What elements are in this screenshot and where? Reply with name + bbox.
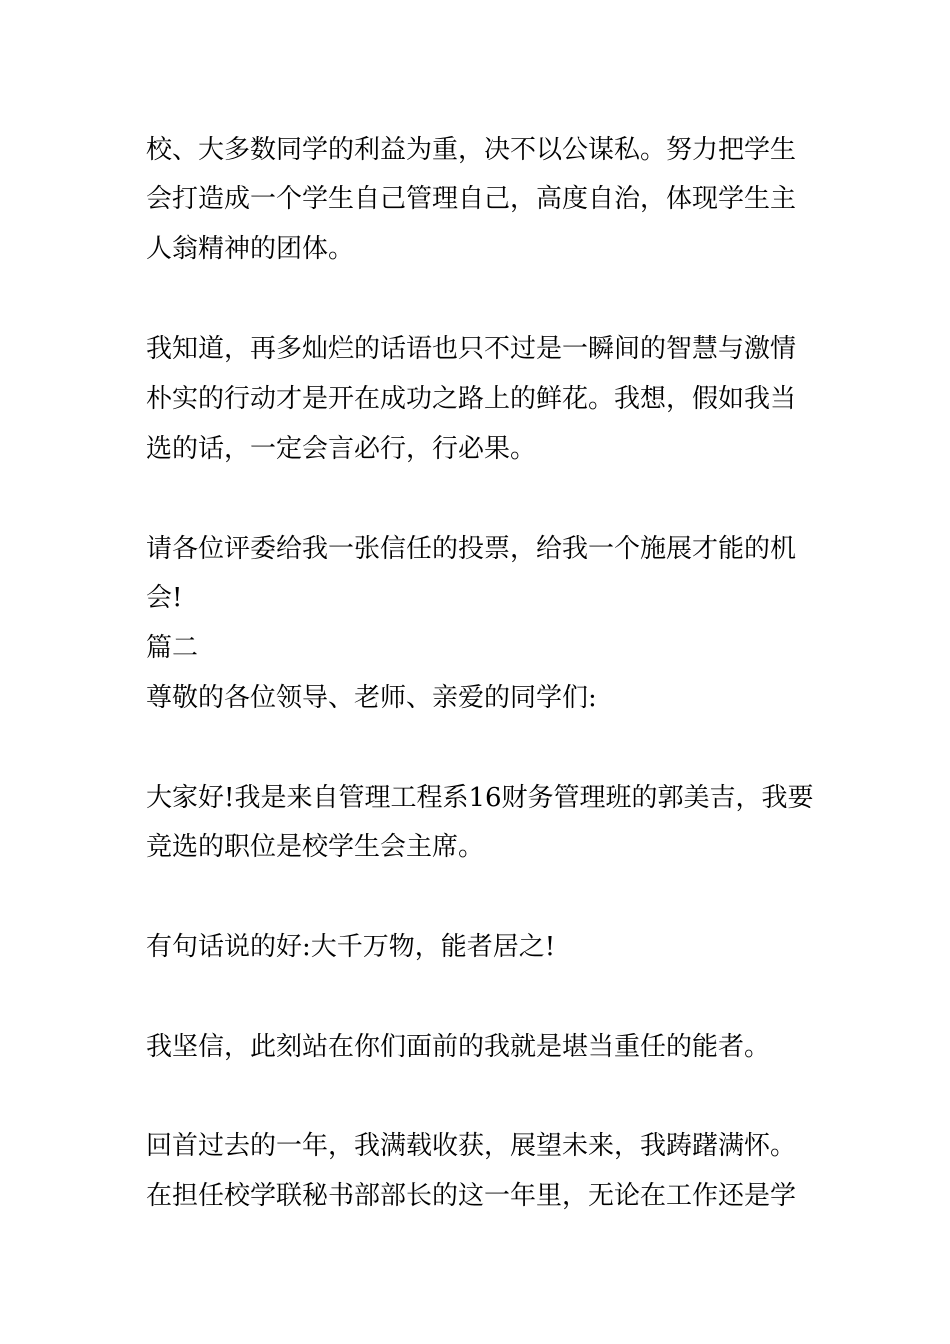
text-line-12: 竞选的职位是校学生会主席。 (146, 832, 485, 862)
text-line-2: 会打造成一个学生自己管理自己，高度自治，体现学生主 (146, 184, 797, 214)
text-line-5: 朴实的行动才是开在成功之路上的鲜花。我想，假如我当 (146, 384, 797, 414)
text-line-14: 我坚信，此刻站在你们面前的我就是堪当重任的能者。 (146, 1032, 771, 1062)
text-line-6: 选的话，一定会言必行，行必果。 (146, 434, 537, 464)
text-line-8: 会! (146, 583, 183, 613)
text-line-11: 大家好!我是来自管理工程系16财务管理班的郭美吉，我要 (146, 783, 814, 813)
text-line-16: 在担任校学联秘书部部长的这一年里，无论在工作还是学 (146, 1181, 797, 1211)
text-line-7: 请各位评委给我一张信任的投票，给我一个施展才能的机 (146, 534, 797, 564)
salutation: 尊敬的各位领导、老师、亲爱的同学们: (146, 683, 597, 713)
text-line-13: 有句话说的好:大千万物，能者居之! (146, 932, 556, 962)
text-line-1: 校、大多数同学的利益为重，决不以公谋私。努力把学生 (146, 135, 797, 165)
text-line-4: 我知道，再多灿烂的话语也只不过是一瞬间的智慧与激情 (146, 334, 797, 364)
text-line-3: 人翁精神的团体。 (146, 234, 355, 264)
section-heading: 篇二 (146, 633, 199, 663)
text-line-15: 回首过去的一年，我满载收获，展望未来，我踌躇满怀。 (146, 1131, 797, 1161)
